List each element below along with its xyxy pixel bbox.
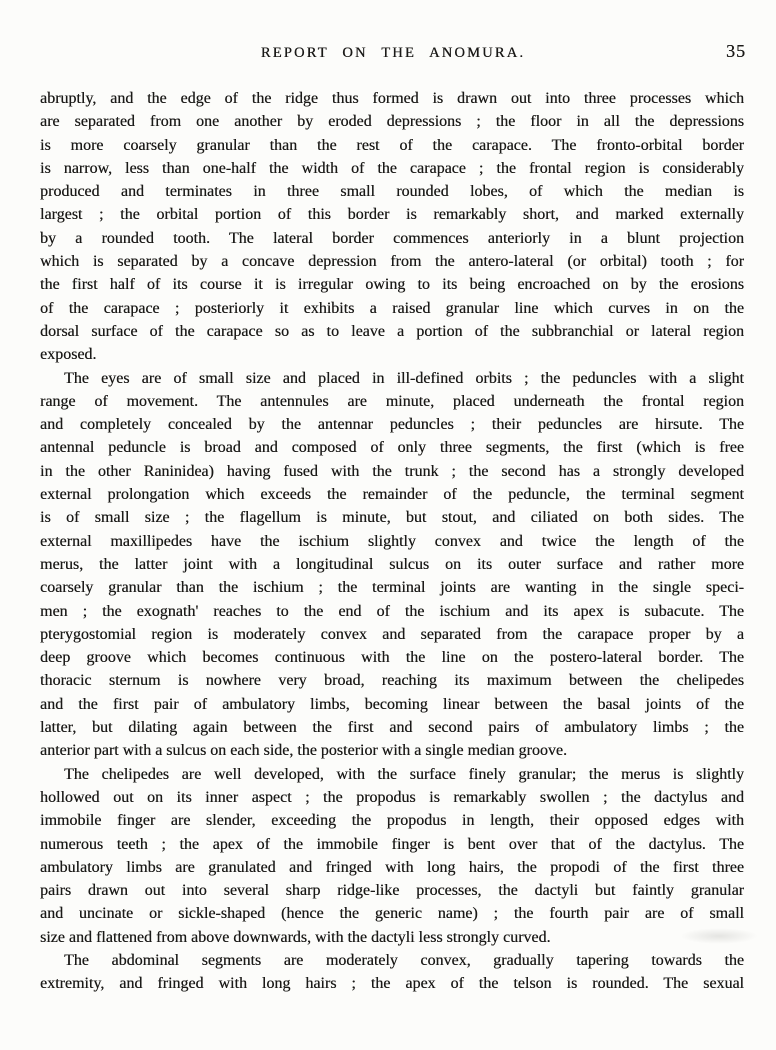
text-line: The chelipedes are well developed, with the surface finely granular; the merus is slightly (64, 765, 744, 783)
page-header (40, 41, 746, 67)
text-line: size and flattened from above downwards, with the dactyli less strongly curved. (40, 928, 551, 946)
text-line: in the other Raninidea) having fused with the trunk ; the second has a strongly developed (40, 462, 744, 480)
text-line: which is separated by a concave depression from the antero-lateral (or orbital) tooth ; for (40, 253, 744, 271)
text-line: dorsal surface of the carapace so as to leave a portion of the subbranchial or lateral region (40, 322, 744, 340)
text-line: extremity, and fringed with long hairs ; the apex of the telson is rounded. The sexual (40, 975, 744, 993)
text-line: are separated from one another by eroded depressions ; the floor in all the depressions (40, 113, 744, 131)
text-line: merus, the latter joint with a longitudinal sulcus on its outer surface and rather more (40, 555, 744, 573)
text-line: latter, but dilating again between the first and second pairs of ambulatory limbs ; the (40, 719, 744, 737)
text-line: of the carapace ; posteriorly it exhibits a raised granular line which curves in on the (40, 299, 744, 317)
text-line: anterior part with a sulcus on each side, the posterior with a single median groove. (40, 742, 567, 760)
text-line: and the first pair of ambulatory limbs, becoming linear between the basal joints of the (40, 695, 744, 713)
text-line: hollowed out on its inner aspect ; the propodus is remarkably swollen ; the dactylus and (40, 788, 744, 806)
text-line: and uncinate or sickle-shaped (hence the generic name) ; the fourth pair are of small (40, 905, 744, 923)
text-line: abruptly, and the edge of the ridge thus formed is drawn out into three processes which (40, 90, 744, 107)
text-line: the first half of its course it is irregular owing to its being encroached on by the erosions (40, 276, 744, 294)
text-line: antennal peduncle is broad and composed of only three segments, the first (which is free (40, 439, 744, 457)
text-line: men ; the exognath' reaches to the end of the ischium and its apex is subacute. The (40, 602, 744, 620)
text-line: largest ; the orbital portion of this border is remarkably short, and marked externally (40, 206, 744, 224)
text-line: deep groove which becomes continuous with the line on the postero-lateral border. The (40, 649, 744, 667)
text-line: external prolongation which exceeds the remainder of the peduncle, the terminal segment (40, 486, 744, 504)
text-line: numerous teeth ; the apex of the immobile finger is bent over that of the dactylus. The (40, 835, 744, 853)
text-line: is more coarsely granular than the rest of the carapace. The fronto-orbital border (40, 136, 744, 154)
text-line: pairs drawn out into several sharp ridge-like processes, the dactyli but faintly granular (40, 882, 744, 900)
text-line: thoracic sternum is nowhere very broad, reaching its maximum between the chelipedes (40, 672, 744, 690)
text-line: and completely concealed by the antennar peduncles ; their peduncles are hirsute. The (40, 416, 744, 434)
text-line: exposed. (40, 346, 97, 364)
page-number: 35 (726, 41, 746, 61)
text-line: coarsely granular than the ischium ; the terminal joints are wanting in the single speci- (40, 579, 744, 597)
text-line: by a rounded tooth. The lateral border commences anteriorly in a blunt projection (40, 229, 744, 247)
text-line: is narrow, less than one-half the width of the carapace ; the frontal region is considerably (40, 159, 744, 177)
text-line: ambulatory limbs are granulated and fringed with long hairs, the propodi of the first three (40, 858, 744, 876)
text-line: pterygostomial region is moderately convex and separated from the carapace proper by a (40, 625, 744, 643)
text-line: external maxillipedes have the ischium slightly convex and twice the length of the (40, 532, 744, 550)
text-line: produced and terminates in three small rounded lobes, of which the median is (40, 183, 744, 201)
text-block (40, 87, 744, 996)
text-line: The abdominal segments are moderately convex, gradually tapering towards the (64, 951, 744, 969)
text-line: immobile finger are slender, exceeding the propodus in length, their opposed edges with (40, 812, 744, 830)
text-line: range of movement. The antennules are minute, placed underneath the frontal region (40, 392, 744, 410)
text-line: is of small size ; the flagellum is minute, but stout, and ciliated on both sides. The (40, 509, 744, 527)
running-title: REPORT ON THE ANOMURA. (260, 45, 526, 61)
text-line: The eyes are of small size and placed in ill-defined orbits ; the peduncles with a slight (64, 369, 744, 387)
